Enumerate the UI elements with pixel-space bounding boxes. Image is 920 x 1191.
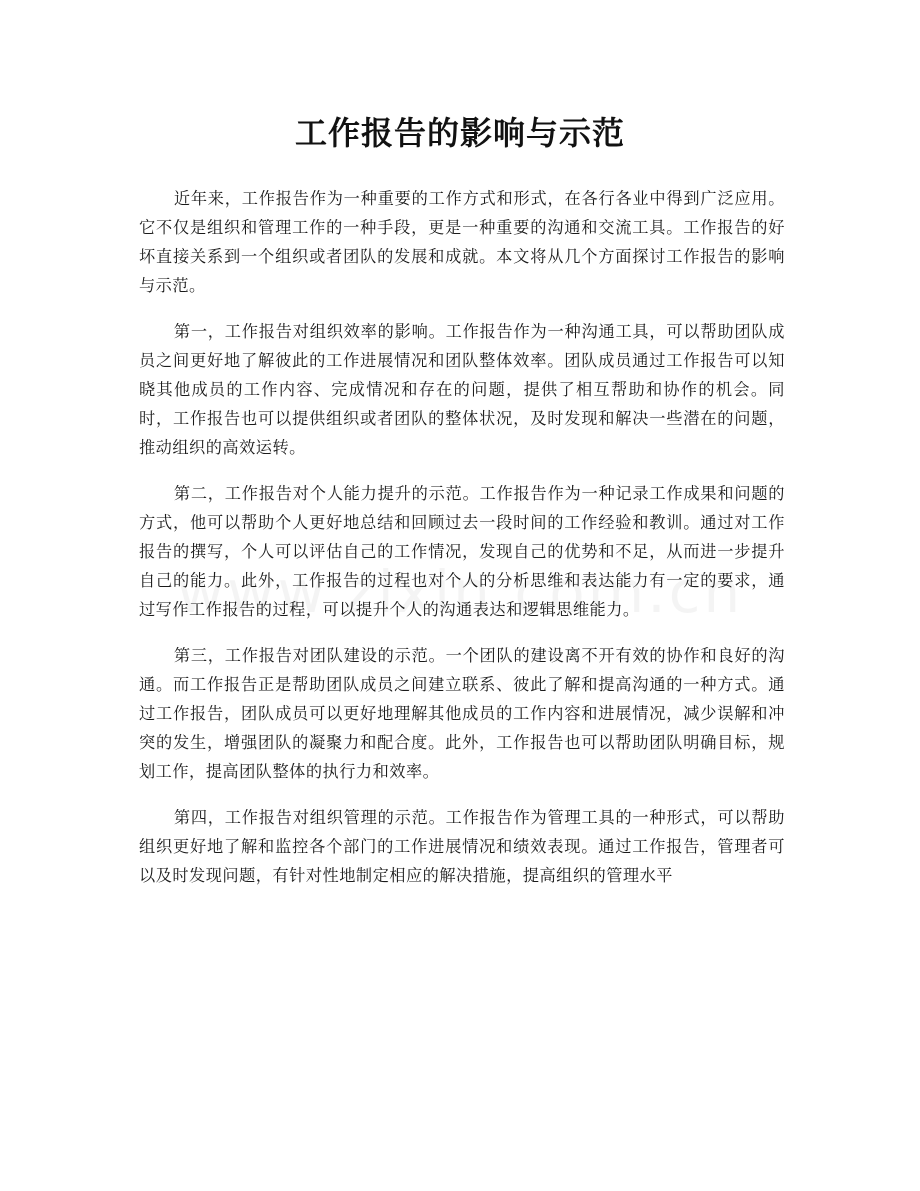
paragraph-intro: 近年来，工作报告作为一种重要的工作方式和形式，在各行各业中得到广泛应用。它不仅是组织和管理工作的一种手段，更是一种重要的沟通和交流工具。工作报告的好坏直接关系到一个组织或者团队的发展和成就。本文将从几个方面探讨工作报告的影响与示范。: [139, 189, 785, 295]
document-body: [139, 184, 785, 907]
document-title: 工作报告的影响与示范: [294, 114, 625, 152]
paragraph-first: 第一，工作报告对组织效率的影响。工作报告作为一种沟通工具，可以帮助团队成员之间更好地了解彼此的工作进展情况和团队整体效率。团队成员通过工作报告可以知晓其他成员的工作内容、完成情况和存在的问题，提供了相互帮助和协作的机会。同时，工作报告也可以提供组织或者团队的整体状况，及时发现和解决一些潜在的问题，推动组织的高效运转。: [139, 322, 785, 457]
paragraph-second: 第二，工作报告对个人能力提升的示范。工作报告作为一种记录工作成果和问题的方式，他可以帮助个人更好地总结和回顾过去一段时间的工作经验和教训。通过对工作报告的撰写，个人可以评估自己的工作情况，发现自己的优势和不足，从而进一步提升自己的能力。此外，工作报告的过程也对个人的分析思维和表达能力有一定的要求，通过写作工作报告的过程，可以提升个人的沟通表达和逻辑思维能力。: [139, 484, 785, 619]
paragraph-fourth: 第四，工作报告对组织管理的示范。工作报告作为管理工具的一种形式，可以帮助组织更好地了解和监控各个部门的工作进展情况和绩效表现。通过工作报告，管理者可以及时发现问题，有针对性地制定相应的解决措施，提高组织的管理水平: [139, 808, 785, 885]
paragraph-third: 第三，工作报告对团队建设的示范。一个团队的建设离不开有效的协作和良好的沟通。而工作报告正是帮助团队成员之间建立联系、彼此了解和提高沟通的一种方式。通过工作报告，团队成员可以更好地理解其他成员的工作内容和进展情况，减少误解和冲突的发生，增强团队的凝聚力和配合度。此外，工作报告也可以帮助团队明确目标，规划工作，提高团队整体的执行力和效率。: [139, 646, 785, 781]
